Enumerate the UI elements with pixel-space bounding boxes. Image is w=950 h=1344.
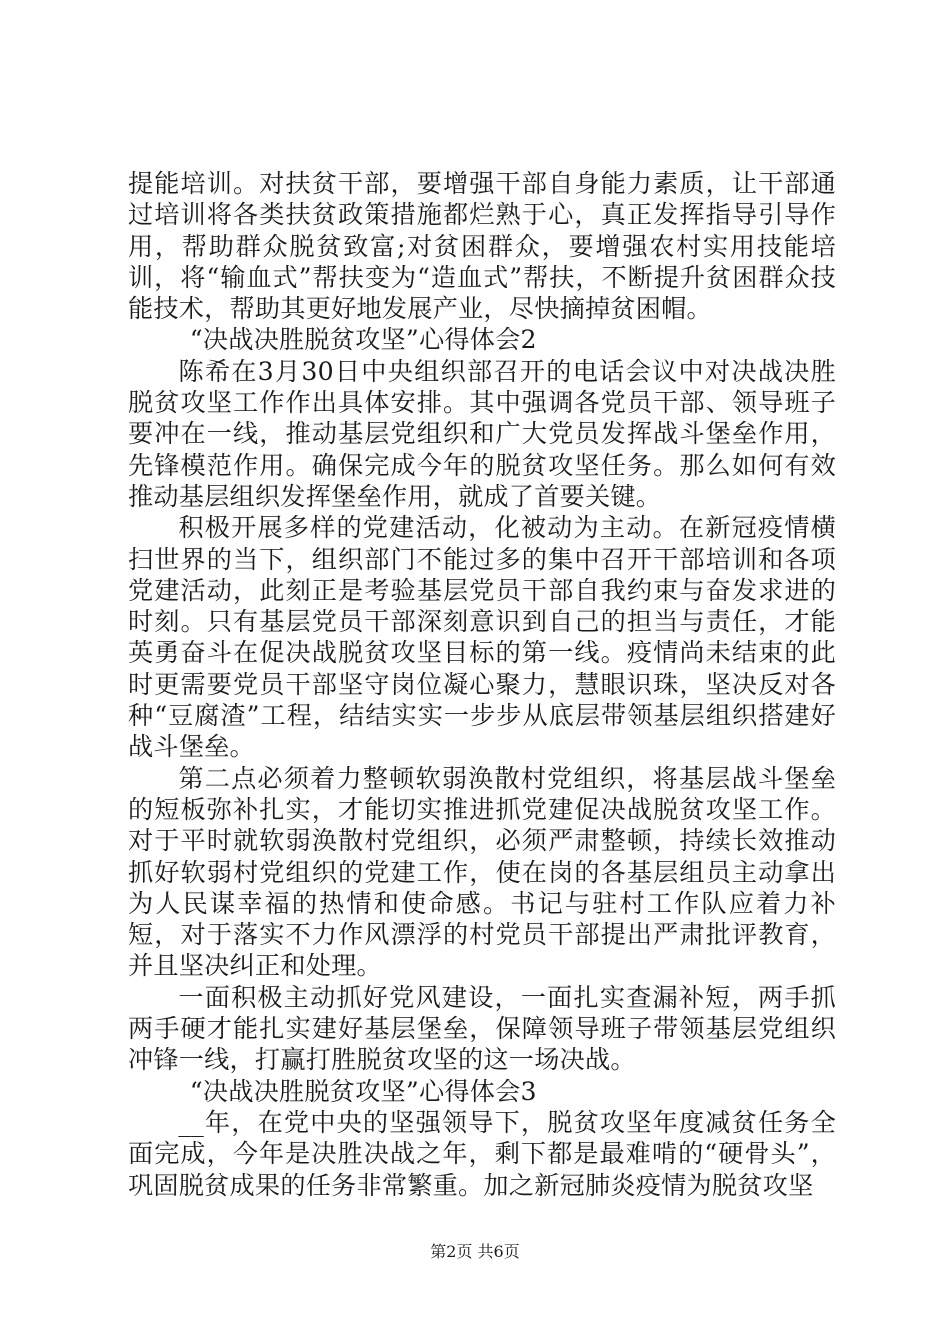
paragraph: __年，在党中央的坚强领导下，脱贫攻坚年度减贫任务全面完成，今年是决胜决战之年，剩下都是最难啃的“硬骨头”，巩固脱贫成果的任务非常繁重。加之新冠肺炎疫情为脱贫攻坚	[128, 1107, 836, 1200]
paragraph: 积极开展多样的党建活动，化被动为主动。在新冠疫情横扫世界的当下，组织部门不能过多的集中召开干部培训和各项党建活动，此刻正是考验基层党员干部自我约束与奋发求进的时刻。只有基层党员干部深刻意识到自己的担当与责任，才能英勇奋斗在促决战脱贫攻坚目标的第一线。疫情尚未结束的此时更需要党员干部坚守岗位凝心聚力，慧眼识珠，坚决反对各种“豆腐渣”工程，结结实实一步步从底层带领基层组织搭建好战斗堡垒。	[128, 513, 836, 762]
paragraph: 陈希在3月30日中央组织部召开的电话会议中对决战决胜脱贫攻坚工作作出具体安排。其中强调各党员干部、领导班子要冲在一线，推动基层党组织和广大党员发挥战斗堡垒作用，先锋模范作用。确保完成今年的脱贫攻坚任务。那么如何有效推动基层组织发挥堡垒作用，就成了首要关键。	[128, 356, 836, 511]
section-heading-3: “决战决胜脱贫攻坚”心得体会3	[189, 1076, 537, 1106]
paragraph: 第二点必须着力整顿软弱涣散村党组织，将基层战斗堡垒的短板弥补扎实，才能切实推进抓党建促决战脱贫攻坚工作。对于平时就软弱涣散村党组织，必须严肃整顿，持续长效推动抓好软弱村党组织的党建工作，使在岗的各基层组员主动拿出为人民谋幸福的热情和使命感。书记与驻村工作队应着力补短，对于落实不力作风漂浮的村党员干部提出严肃批评教育，并且坚决纠正和处理。	[128, 763, 836, 981]
page-number-footer: 第2页 共6页	[430, 1242, 520, 1261]
paragraph: 一面积极主动抓好党风建设，一面扎实查漏补短，两手抓两手硬才能扎实建好基层堡垒，保障领导班子带领基层党组织冲锋一线，打赢打胜脱贫攻坚的这一场决战。	[128, 982, 836, 1075]
section-heading-2: “决战决胜脱贫攻坚”心得体会2	[189, 325, 537, 355]
document-body	[128, 168, 836, 1201]
paragraph-continued: 提能培训。对扶贫干部，要增强干部自身能力素质，让干部通过培训将各类扶贫政策措施都烂熟于心，真正发挥指导引导作用，帮助群众脱贫致富;对贫困群众，要增强农村实用技能培训，将“输血式”帮扶变为“造血式”帮扶，不断提升贫困群众技能技术，帮助其更好地发展产业，尽快摘掉贫困帽。	[128, 169, 836, 324]
